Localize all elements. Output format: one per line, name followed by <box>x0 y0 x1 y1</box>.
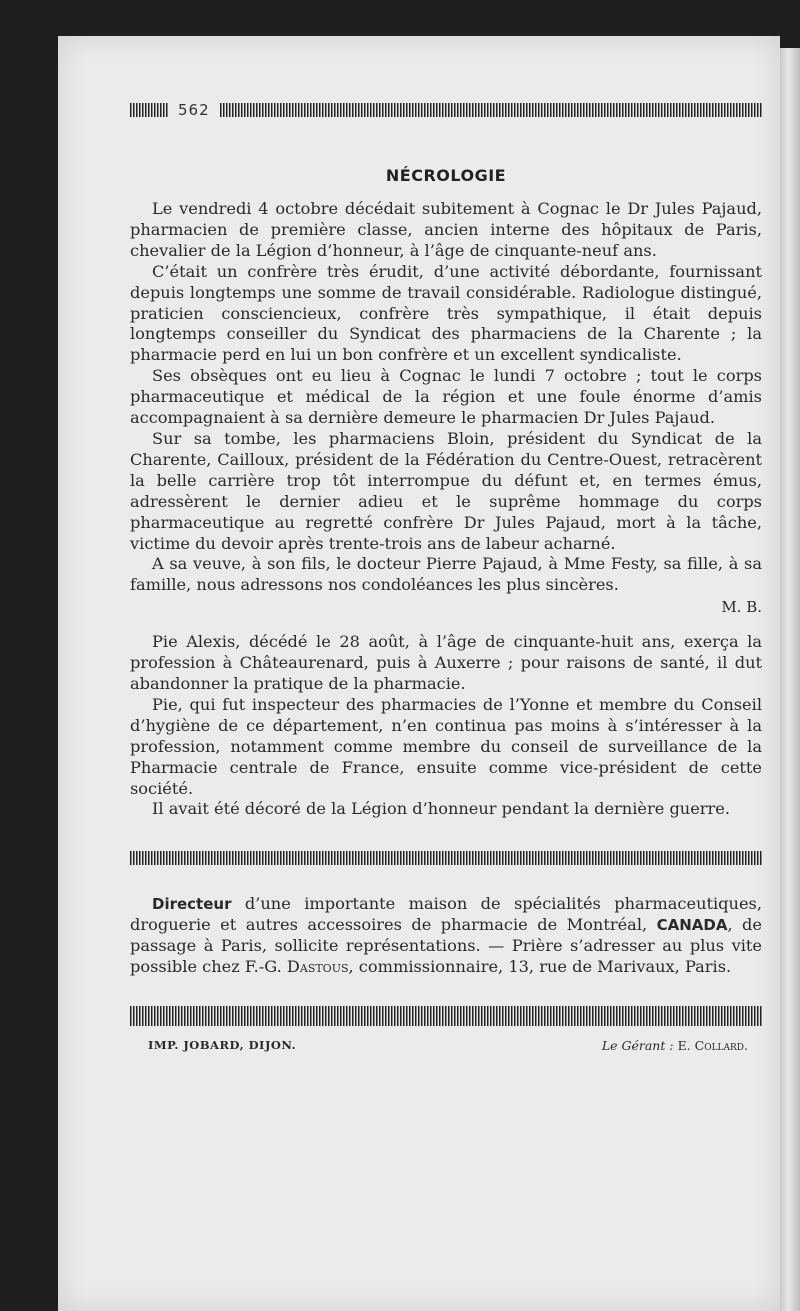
article-necrologie-pie <box>130 632 762 820</box>
page-number: 562 <box>178 101 210 119</box>
ad-text: , commissionnaire, 13, rue de Marivaux, Paris. <box>348 957 732 977</box>
paragraph: Le vendredi 4 octobre décédait subitement à Cognac le Dr Jules Pajaud, pharmacien de première classe, ancien interne des hôpitaux de Paris, chevalier de la Légion d’honneur, à l’âge de cinquante-neuf ans. <box>130 199 762 260</box>
footer-divider <box>130 1006 762 1026</box>
paragraph: Sur sa tombe, les pharmaciens Bloin, président du Syndicat de la Charente, Cailloux, président de la Fédération du Centre-Ouest, retracèrent la belle carrière trop tôt interrompue du défunt et, en termes émus, adressèrent le dernier adieu et le suprême hommage du corps pharmaceutique au regretté confrère Dr Jules Pajaud, mort à la tâche, victime du devoir après trente-trois ans de labeur acharné. <box>130 428 762 553</box>
ad-lead: Directeur <box>152 895 232 914</box>
ad-canada: CANADA <box>656 916 728 935</box>
classified-ad <box>130 894 762 978</box>
ad-text: d’une importante maison de spécialités pharmaceutiques, droguerie et autres accessoires de pharmacie de Montréal, <box>130 894 762 935</box>
manager-label: Le Gérant : <box>601 1038 674 1053</box>
paragraph: Il avait été décoré de la Légion d’honneur pendant la dernière guerre. <box>152 799 731 819</box>
signature: M. B. <box>721 598 762 617</box>
page-spine <box>780 48 800 1311</box>
page-header <box>130 100 762 120</box>
printer-credit: IMP. JOBARD, DIJON. <box>148 1038 297 1052</box>
divider-ornament <box>130 851 762 865</box>
manager-name: E. Collard. <box>677 1038 748 1053</box>
article-necrologie-pajaud <box>130 199 762 618</box>
section-divider <box>130 848 762 868</box>
page-content <box>130 100 762 1053</box>
paragraph: Ses obsèques ont eu lieu à Cognac le lundi 7 octobre ; tout le corps pharmaceutique et médical de la région et une foule énorme d’amis accompagnaient à sa dernière demeure le pharmacien Dr Jules Pajaud. <box>130 366 762 428</box>
paragraph: A sa veuve, à son fils, le docteur Pierre Pajaud, à Mme Festy, sa fille, à sa famille, nous adressons nos condoléances les plus sincères. <box>130 554 762 595</box>
footer-ornament <box>130 1006 762 1026</box>
manager-credit <box>602 1038 748 1053</box>
paragraph: C’était un confrère très érudit, d’une activité débordante, fournissant depuis longtemps une somme de travail considérable. Radiologue distingué, praticien consciencieux, confrère très sympathique, il était depuis longtemps conseiller du Syndicat des pharmaciens de la Charente ; la pharmacie perd en lui un bon confrère et un excellent syndicaliste. <box>130 261 762 365</box>
header-ornament-left <box>130 103 168 117</box>
paragraph: Pie, qui fut inspecteur des pharmacies de l’Yonne et membre du Conseil d’hygiène de ce département, n’en continua pas moins à s’intéresser à la profession, notamment comme membre du conseil de surveillance de la Pharmacie centrale de France, ensuite comme vice-président de cette société. <box>130 694 762 798</box>
ad-name: Dastous <box>286 957 349 977</box>
page-footer <box>130 1038 762 1053</box>
paragraph: Pie Alexis, décédé le 28 août, à l’âge de cinquante-huit ans, exerça la profession à Châteaurenard, puis à Auxerre ; pour raisons de santé, il dut abandonner la pratique de la pharmacie. <box>130 632 762 694</box>
ad-paragraph <box>130 894 762 978</box>
ad-text: , de passage à Paris, sollicite représentations. — Prière s’adresser au plus vite possible chez F.-G. <box>130 915 762 977</box>
article-title: NÉCROLOGIE <box>385 166 507 185</box>
header-ornament-right <box>220 103 762 117</box>
